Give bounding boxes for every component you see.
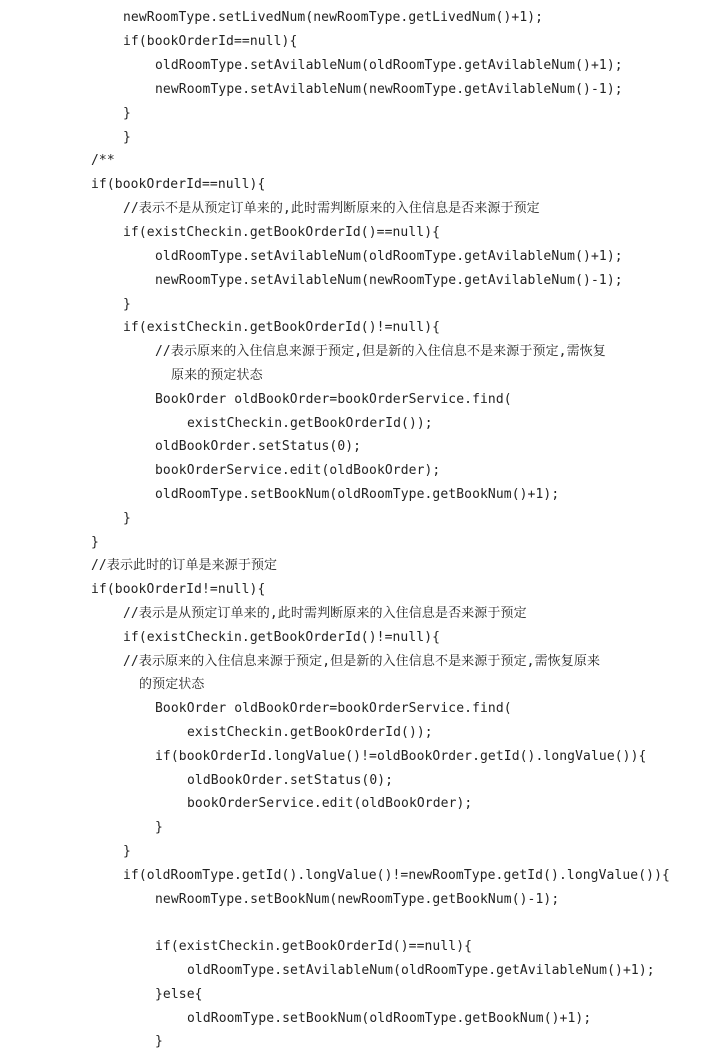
code-line-3: oldRoomType.setAvilableNum(oldRoomType.getAvilableNum()+1); xyxy=(155,58,623,73)
code-line-35: } xyxy=(155,820,163,835)
code-line-43: } xyxy=(155,1034,163,1049)
code-line-23: } xyxy=(91,535,99,550)
code-line-28: //表示原来的入住信息来源于预定,但是新的入住信息不是来源于预定,需恢复原来 xyxy=(123,654,601,669)
code-line-5: } xyxy=(123,106,131,121)
code-line-19: oldBookOrder.setStatus(0); xyxy=(155,439,362,454)
code-line-38: newRoomType.setBookNum(newRoomType.getBookNum()-1); xyxy=(155,892,560,907)
code-line-9: //表示不是从预定订单来的,此时需判断原来的入住信息是否来源于预定 xyxy=(123,201,540,216)
code-line-1: newRoomType.setLivedNum(newRoomType.getLivedNum()+1); xyxy=(123,10,544,25)
code-line-42: oldRoomType.setBookNum(oldRoomType.getBookNum()+1); xyxy=(187,1011,592,1026)
code-line-17: BookOrder oldBookOrder=bookOrderService.find( xyxy=(155,392,512,407)
code-line-29: 的预定状态 xyxy=(139,677,205,692)
code-line-37: if(oldRoomType.getId().longValue()!=newRoomType.getId().longValue()){ xyxy=(123,868,670,883)
code-line-2: if(bookOrderId==null){ xyxy=(123,34,298,49)
code-line-25: if(bookOrderId!=null){ xyxy=(91,582,266,597)
code-line-22: } xyxy=(123,511,131,526)
code-line-24: //表示此时的订单是来源于预定 xyxy=(91,558,278,573)
code-line-7: /** xyxy=(91,153,115,168)
code-line-15: //表示原来的入住信息来源于预定,但是新的入住信息不是来源于预定,需恢复 xyxy=(155,344,606,359)
code-line-14: if(existCheckin.getBookOrderId()!=null){ xyxy=(123,320,441,335)
code-line-31: existCheckin.getBookOrderId()); xyxy=(187,725,433,740)
code-line-41: }else{ xyxy=(155,987,203,1002)
code-line-32: if(bookOrderId.longValue()!=oldBookOrder.getId().longValue()){ xyxy=(155,749,647,764)
code-line-20: bookOrderService.edit(oldBookOrder); xyxy=(155,463,441,478)
code-line-4: newRoomType.setAvilableNum(newRoomType.getAvilableNum()-1); xyxy=(155,82,623,97)
code-line-11: oldRoomType.setAvilableNum(oldRoomType.getAvilableNum()+1); xyxy=(155,249,623,264)
code-line-39: if(existCheckin.getBookOrderId()==null){ xyxy=(155,939,473,954)
code-line-40: oldRoomType.setAvilableNum(oldRoomType.getAvilableNum()+1); xyxy=(187,963,655,978)
code-line-21: oldRoomType.setBookNum(oldRoomType.getBookNum()+1); xyxy=(155,487,560,502)
code-line-36: } xyxy=(123,844,131,859)
code-line-6: } xyxy=(123,130,131,145)
code-line-34: bookOrderService.edit(oldBookOrder); xyxy=(187,796,473,811)
code-line-18: existCheckin.getBookOrderId()); xyxy=(187,416,433,431)
code-line-26: //表示是从预定订单来的,此时需判断原来的入住信息是否来源于预定 xyxy=(123,606,527,621)
code-line-16: 原来的预定状态 xyxy=(171,368,263,383)
code-line-27: if(existCheckin.getBookOrderId()!=null){ xyxy=(123,630,441,645)
code-line-8: if(bookOrderId==null){ xyxy=(91,177,266,192)
code-line-12: newRoomType.setAvilableNum(newRoomType.getAvilableNum()-1); xyxy=(155,273,623,288)
code-line-13: } xyxy=(123,297,131,312)
code-line-33: oldBookOrder.setStatus(0); xyxy=(187,773,394,788)
code-line-10: if(existCheckin.getBookOrderId()==null){ xyxy=(123,225,441,240)
code-line-30: BookOrder oldBookOrder=bookOrderService.find( xyxy=(155,701,512,716)
